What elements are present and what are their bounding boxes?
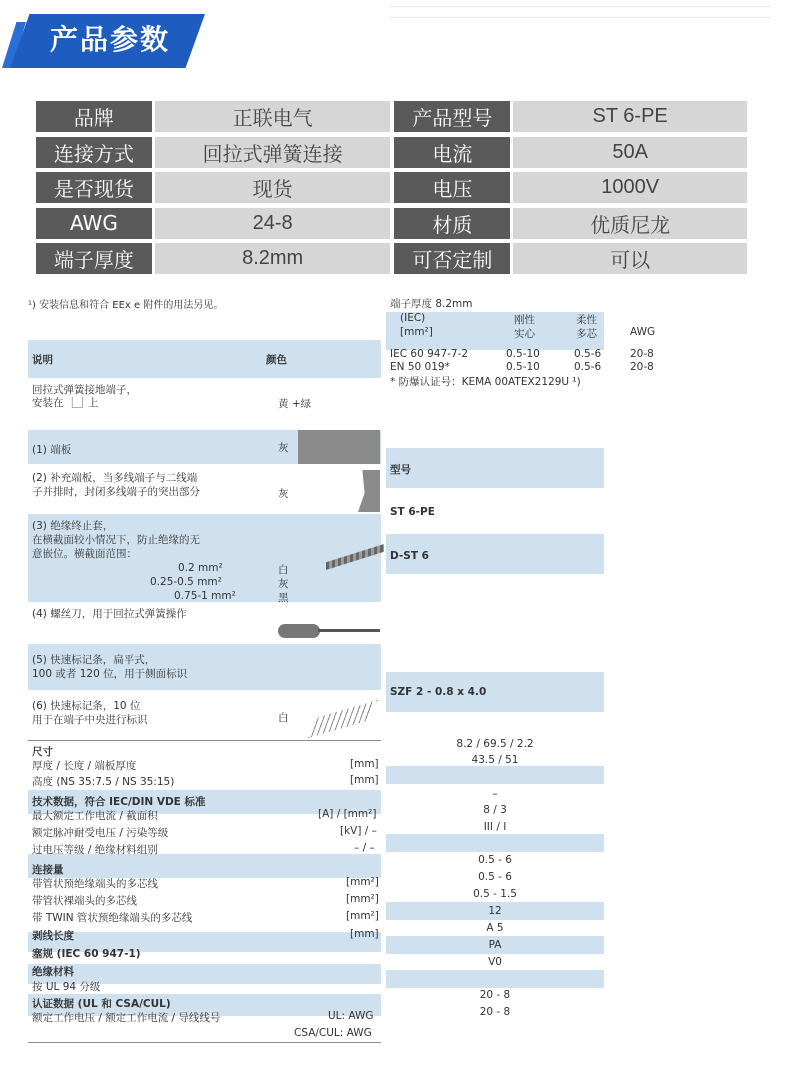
section-title: 认证数据 (UL 和 CSA/CUL) <box>32 998 171 1010</box>
param-unit: [mm²] <box>346 910 379 922</box>
spec-row <box>36 243 747 274</box>
spec-value: 8.2mm <box>155 243 391 274</box>
item-description: 回拉式弹簧接地端子， <box>32 384 137 396</box>
spec-row <box>36 137 747 168</box>
spec-key: 材质 <box>394 208 510 239</box>
item-color: 白 <box>278 564 289 576</box>
col-header: 实心 <box>514 328 535 340</box>
item-description: (1) 端板 <box>32 444 72 456</box>
value: 0.5 - 6 <box>478 871 512 883</box>
item-description: 子并排时，封闭多线端子的突出部分 <box>32 486 200 498</box>
screwdriver-handle-image <box>278 624 320 638</box>
item-description: 用于在端子中央进行标识 <box>32 714 148 726</box>
param-unit: [mm] <box>350 928 379 940</box>
param-label: 高度 (NS 35:7.5 / NS 35:15) <box>32 776 175 788</box>
awg-range: 20-8 <box>630 361 654 373</box>
page-title: 产品参数 <box>50 23 171 56</box>
item-description: 在横截面较小情况下，防止绝缘的无 <box>32 534 200 546</box>
param-unit: UL: AWG <box>328 1010 374 1022</box>
col-header: (IEC) <box>400 312 426 324</box>
band <box>386 448 604 488</box>
param-label: 厚度 / 长度 / 端板厚度 <box>32 760 137 772</box>
column-header-description: 说明 <box>32 354 53 366</box>
section-title: 剥线长度 <box>32 930 74 942</box>
param-unit: – / – <box>354 842 375 854</box>
band <box>28 340 381 378</box>
band <box>386 970 604 988</box>
col-header: 刚性 <box>514 314 535 326</box>
param-label: 最大额定工作电流 / 截面积 <box>32 810 158 822</box>
spec-row <box>36 208 747 239</box>
partition-plate-image <box>358 470 380 512</box>
col-header: 柔性 <box>576 314 597 326</box>
section-title: 塞规 (IEC 60 947-1) <box>32 948 141 960</box>
item-color: 黑 <box>278 592 289 604</box>
value: PA <box>488 939 502 951</box>
param-label: 过电压等级 / 绝缘材料组别 <box>32 844 158 856</box>
param-label: 额定工作电压 / 额定工作电流 / 导线线号 <box>32 1012 221 1024</box>
item-description: (2) 补充端板，当多线端子与二线端 <box>32 472 198 484</box>
banner-faint-lines <box>390 6 770 18</box>
spec-key: 产品型号 <box>394 101 510 132</box>
param-label: 带管状裸端头的多芯线 <box>32 895 137 907</box>
value: 8 / 3 <box>483 804 507 816</box>
spec-table <box>36 101 747 279</box>
standard: IEC 60 947-7-2 <box>390 348 469 360</box>
band <box>386 834 604 852</box>
flex-range: 0.5-6 <box>574 361 602 373</box>
param-unit: [mm²] <box>346 876 379 888</box>
item-color: 黄 +绿 <box>278 398 312 410</box>
section-title: 绝缘材料 <box>32 966 74 978</box>
screwdriver-blade-image <box>318 629 380 632</box>
spec-value: 优质尼龙 <box>513 208 747 239</box>
value: A 5 <box>486 922 504 934</box>
spec-key: 电流 <box>394 137 510 168</box>
item-description: 100 或者 120 位，用于侧面标识 <box>32 668 188 680</box>
model-number: ST 6-PE <box>390 506 435 518</box>
spec-value: 50A <box>513 137 747 168</box>
spec-key: 电压 <box>394 172 510 203</box>
value: 8.2 / 69.5 / 2.2 <box>456 738 534 750</box>
item-description: (6) 快速标记条，10 位 <box>32 700 141 712</box>
column-header-color: 颜色 <box>266 354 287 366</box>
spec-key: 可否定制 <box>394 243 510 274</box>
section-title: 技术数据，符合 IEC/DIN VDE 标准 <box>32 796 206 808</box>
param-unit: CSA/CUL: AWG <box>294 1027 372 1039</box>
spec-value: 24-8 <box>155 208 391 239</box>
spec-value: ST 6-PE <box>513 101 747 132</box>
spec-value: 1000V <box>513 172 747 203</box>
divider <box>28 1042 381 1043</box>
item-range: 0.2 mm² <box>178 562 223 574</box>
item-color: 灰 <box>278 488 289 500</box>
param-label: 带 TWIN 管状预绝缘端头的多芯线 <box>32 912 193 924</box>
param-unit: [kV] / – <box>340 825 377 837</box>
spec-value: 现货 <box>155 172 391 203</box>
header-banner <box>0 0 790 100</box>
terminal-thickness: 端子厚度 8.2mm <box>390 298 473 310</box>
install-note: ¹) 安装信息和符合 EEx e 附件的用法另见。 <box>28 300 224 311</box>
band <box>28 854 381 878</box>
spec-key: 是否现货 <box>36 172 152 203</box>
item-color: 白 <box>278 712 289 724</box>
item-color: 灰 <box>278 442 289 454</box>
item-description: 意嵌位。横截面范围： <box>32 548 137 560</box>
band <box>386 766 604 784</box>
spec-row <box>36 172 747 203</box>
item-range: 0.25-0.5 mm² <box>150 576 222 588</box>
item-description: 安装在 ⎿⏌上 <box>32 397 99 409</box>
col-header: [mm²] <box>400 326 433 338</box>
param-label: 额定脉冲耐受电压 / 污染等级 <box>32 827 169 839</box>
spec-key: 品牌 <box>36 101 152 132</box>
awg-range: 20-8 <box>630 348 654 360</box>
model-number: D-ST 6 <box>390 550 429 562</box>
flex-range: 0.5-6 <box>574 348 602 360</box>
item-description: (5) 快速标记条，扁平式， <box>32 654 156 666</box>
rigid-range: 0.5-10 <box>506 348 540 360</box>
rigid-range: 0.5-10 <box>506 361 540 373</box>
value: 43.5 / 51 <box>471 754 519 766</box>
spec-row <box>36 101 747 132</box>
catalog-page <box>28 288 788 1048</box>
value: III / I <box>483 821 507 833</box>
ex-certificate-note: * 防爆认证号：KEMA 00ATEX2129U ¹) <box>390 376 581 388</box>
item-description: (3) 绝缘终止套， <box>32 520 114 532</box>
col-header: 多芯 <box>576 328 597 340</box>
section-title: 连接量 <box>32 864 64 876</box>
value: 20 - 8 <box>479 989 511 1001</box>
marker-strip-image <box>308 700 378 738</box>
spec-key: 端子厚度 <box>36 243 152 274</box>
param-label: 按 UL 94 分级 <box>32 981 101 993</box>
value: 20 - 8 <box>479 1006 511 1018</box>
model-header: 型号 <box>390 464 411 476</box>
param-unit: [mm] <box>350 774 379 786</box>
item-range: 0.75-1 mm² <box>174 590 236 602</box>
value: 0.5 - 1.5 <box>473 888 517 900</box>
item-description: (4) 螺丝刀，用于回拉式弹簧操作 <box>32 608 187 620</box>
spec-key: AWG <box>36 208 152 239</box>
item-color: 灰 <box>278 578 289 590</box>
section-title: 尺寸 <box>32 746 53 758</box>
param-unit: [mm²] <box>346 893 379 905</box>
value: 12 <box>488 905 502 917</box>
spec-value: 正联电气 <box>155 101 391 132</box>
param-unit: [mm] <box>350 758 379 770</box>
param-label: 带管状预绝缘端头的多芯线 <box>32 878 158 890</box>
standard: EN 50 019* <box>390 361 450 373</box>
value: – <box>492 788 498 800</box>
col-header: AWG <box>630 326 656 338</box>
spec-value: 回拉式弹簧连接 <box>155 137 391 168</box>
divider <box>28 740 381 741</box>
param-unit: [A] / [mm²] <box>318 808 377 820</box>
model-number: SZF 2 - 0.8 x 4.0 <box>390 686 487 698</box>
end-plate-image <box>298 430 380 464</box>
value: 0.5 - 6 <box>478 854 512 866</box>
spec-value: 可以 <box>513 243 747 274</box>
spec-key: 连接方式 <box>36 137 152 168</box>
value: V0 <box>488 956 502 968</box>
